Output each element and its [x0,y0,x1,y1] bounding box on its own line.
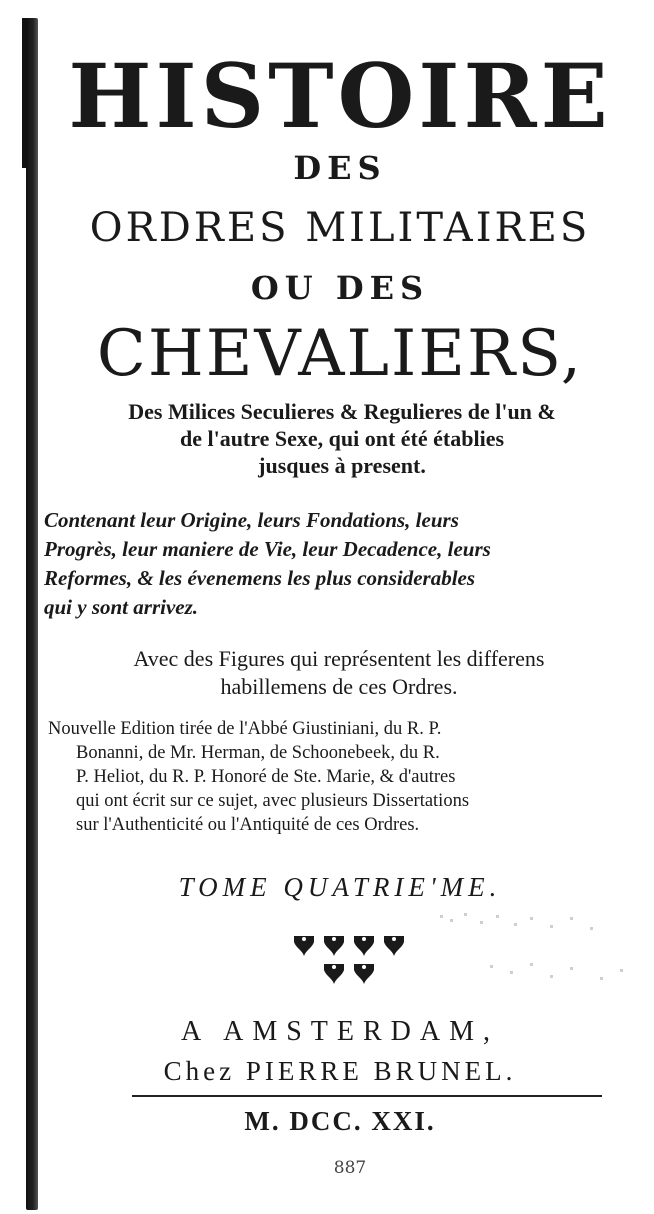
title-chevaliers: CHEVALIERS, [96,317,584,391]
contents-line: qui y sont arrivez. [44,595,199,619]
title-des: DES [293,149,387,187]
contents-line: Reformes, & les évenemens les plus considerables [44,566,476,590]
figures-line: Avec des Figures qui représentent les differens [133,646,545,671]
main-title: HISTOIRE [68,44,612,148]
show-through-marks [430,905,640,1015]
imprint-city: A AMSTERDAM, [180,1016,500,1047]
contents-line: Progrès, leur maniere de Vie, leur Decadence, leurs [44,537,491,561]
figures-line: habillemens de ces Ordres. [220,674,458,699]
title-ou-des: OU DES [250,269,430,307]
subtitle-line: de l'autre Sexe, qui ont été établies [179,426,505,451]
imprint-date: M. DCC. XXI. [244,1106,436,1136]
volume-label: TOME QUATRIE'ME. [178,872,502,902]
edition-line: Nouvelle Edition tirée de l'Abbé Giustiniani, du R. P. [48,719,442,739]
handwritten-shelfmark: 887 [333,1158,367,1178]
figures-note [44,645,634,701]
edition-line: P. Heliot, du R. P. Honoré de Ste. Marie, & d'autres [76,767,456,787]
ornament-row-bottom [324,964,374,984]
subtitle [42,398,642,479]
binding-edge [26,18,38,1210]
edition-line: qui ont écrit sur ce sujet, avec plusieurs Dissertations [76,791,470,811]
contents-description [44,506,634,622]
title-ordres-militaires: ORDRES MILITAIRES [89,205,591,251]
edition-line: Bonanni, de Mr. Herman, de Schoonebeek, du R. [76,743,440,763]
subtitle-line: Des Milices Seculieres & Regulieres de l'un & [128,399,556,424]
subtitle-line: jusques à present. [258,453,426,478]
contents-line: Contenant leur Origine, leurs Fondations, leurs [44,508,459,532]
ornament-row-top [294,936,404,956]
imprint-rule [132,1095,602,1097]
edition-line: sur l'Authenticité ou l'Antiquité de ces Ordres. [76,815,420,835]
printers-ornament-icon [288,930,412,994]
edition-note [48,717,638,837]
imprint-publisher: Chez PIERRE BRUNEL. [163,1056,517,1086]
